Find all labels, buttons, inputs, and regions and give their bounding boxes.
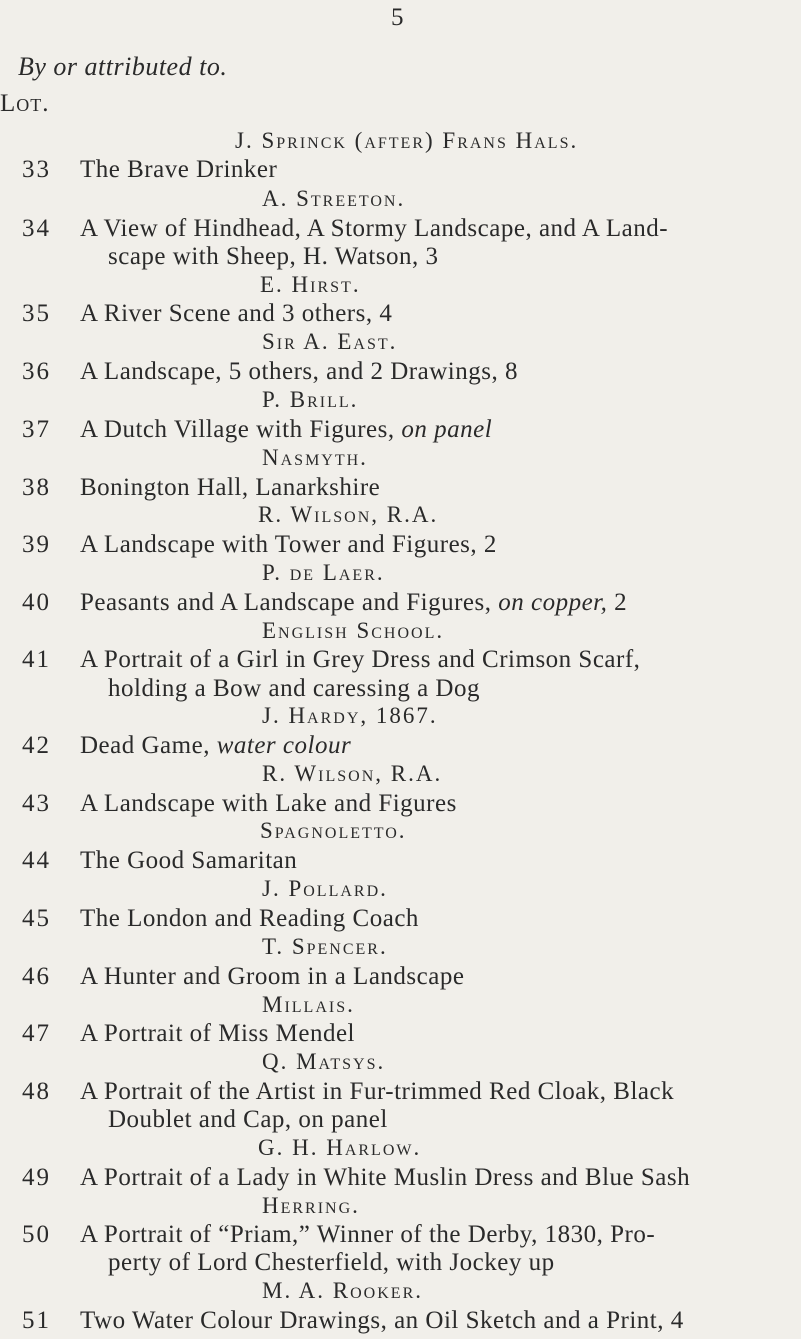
lot-number: 46 bbox=[22, 963, 51, 991]
title-continuation: holding a Bow and caressing a Dog bbox=[108, 674, 480, 702]
title-text: A Portrait of Miss Mendel bbox=[80, 1020, 355, 1048]
lot-title bbox=[80, 1307, 790, 1335]
lot-title bbox=[80, 847, 790, 875]
lot-title bbox=[80, 963, 790, 991]
title-text: Dead Game, bbox=[80, 732, 217, 760]
lot-number: 47 bbox=[22, 1020, 51, 1048]
title-text: A View of Hindhead, A Stormy Landscape, and A Land- bbox=[80, 214, 669, 242]
medium-text: water colour bbox=[216, 732, 352, 760]
lot-number: 36 bbox=[22, 357, 51, 385]
lot-title bbox=[80, 732, 790, 760]
lot-title bbox=[80, 1164, 790, 1192]
lot-artist: G. H. Harlow. bbox=[258, 1135, 422, 1161]
lot-artist: M. A. Rooker. bbox=[262, 1278, 423, 1303]
lot-artist: P. Brill. bbox=[262, 386, 359, 412]
lot-artist: Nasmyth. bbox=[262, 444, 368, 470]
title-text: The London and Reading Coach bbox=[80, 905, 419, 933]
lot-artist: English School. bbox=[262, 617, 445, 643]
title-text: Two Water Colour Drawings, an Oil Sketch and a Print, 4 bbox=[80, 1306, 684, 1334]
lot-title bbox=[80, 474, 790, 502]
lot-artist: Millais. bbox=[262, 992, 355, 1018]
lot-title bbox=[80, 790, 790, 818]
lot-number: 34 bbox=[22, 214, 51, 242]
lot-title bbox=[80, 646, 790, 702]
lot-artist: T. Spencer. bbox=[262, 934, 388, 960]
lot-column-label: Lot. bbox=[0, 90, 50, 117]
lot-number: 41 bbox=[22, 646, 51, 674]
lot-number: 44 bbox=[22, 847, 51, 875]
lot-title bbox=[80, 358, 790, 386]
lot-artist: J. Hardy, 1867. bbox=[262, 703, 438, 729]
lot-number: 38 bbox=[22, 473, 51, 501]
lot-number: 40 bbox=[22, 588, 51, 616]
lot-number: 50 bbox=[22, 1221, 51, 1249]
title-text: Bonington Hall, Lanarkshire bbox=[80, 473, 381, 501]
title-text: A Portrait of “Priam,” Winner of the Derby, 1830, Pro- bbox=[80, 1221, 656, 1249]
title-text: A Portrait of a Lady in White Muslin Dress and Blue Sash bbox=[80, 1164, 691, 1192]
lot-artist: Sir A. East. bbox=[262, 328, 398, 354]
lot-number: 42 bbox=[22, 732, 51, 760]
lot-title bbox=[80, 531, 790, 559]
lot-artist: J. Pollard. bbox=[262, 876, 388, 902]
lot-artist: P. de Laer. bbox=[262, 559, 385, 585]
lot-title bbox=[80, 1221, 790, 1277]
page-number: 5 bbox=[391, 4, 404, 31]
lot-artist: R. Wilson, R.A. bbox=[262, 761, 443, 787]
title-tail: 2 bbox=[607, 588, 628, 616]
lot-title bbox=[80, 215, 790, 271]
lot-number: 39 bbox=[22, 530, 51, 558]
lot-artist: Herring. bbox=[262, 1193, 360, 1218]
lot-title bbox=[80, 589, 790, 617]
lot-title bbox=[80, 1078, 790, 1134]
lot-title bbox=[80, 300, 790, 328]
lot-title bbox=[80, 1020, 790, 1048]
lot-number: 45 bbox=[22, 905, 51, 933]
title-text: A River Scene and 3 others, 4 bbox=[80, 299, 393, 327]
title-text: A Landscape with Lake and Figures bbox=[80, 790, 457, 818]
lot-number: 43 bbox=[22, 790, 51, 818]
title-continuation: scape with Sheep, H. Watson, 3 bbox=[108, 242, 439, 270]
lot-title bbox=[80, 416, 790, 444]
title-text: A Dutch Village with Figures, bbox=[80, 415, 402, 443]
title-text: A Portrait of a Girl in Grey Dress and Crimson Scarf, bbox=[80, 646, 641, 674]
lot-artist: A. Streeton. bbox=[262, 185, 406, 211]
title-continuation: Doublet and Cap, on panel bbox=[108, 1106, 388, 1134]
lot-number: 33 bbox=[22, 156, 51, 184]
medium-text: on copper, bbox=[498, 588, 608, 616]
lot-number: 35 bbox=[22, 299, 51, 327]
lot-number: 48 bbox=[22, 1078, 51, 1106]
medium-text: on panel bbox=[401, 415, 493, 443]
lot-title bbox=[80, 156, 790, 184]
title-text: A Portrait of the Artist in Fur-trimmed Red Cloak, Black bbox=[80, 1078, 675, 1106]
title-text: The Good Samaritan bbox=[80, 847, 298, 875]
title-text: The Brave Drinker bbox=[80, 156, 278, 184]
lot-artist: R. Wilson, R.A. bbox=[258, 501, 439, 527]
page-header: By or attributed to. bbox=[18, 52, 228, 81]
title-text: A Landscape with Tower and Figures, 2 bbox=[80, 530, 497, 558]
lot-artist: J. Sprinck (after) Frans Hals. bbox=[235, 128, 579, 153]
title-continuation: perty of Lord Chesterfield, with Jockey up bbox=[108, 1249, 555, 1277]
lot-number: 51 bbox=[22, 1306, 51, 1334]
lot-number: 37 bbox=[22, 415, 51, 443]
lot-artist: Spagnoletto. bbox=[260, 818, 407, 844]
lot-artist: E. Hirst. bbox=[260, 271, 361, 297]
title-text: A Landscape, 5 others, and 2 Drawings, 8 bbox=[80, 357, 518, 385]
title-text: Peasants and A Landscape and Figures, bbox=[80, 588, 499, 616]
lot-artist: Q. Matsys. bbox=[262, 1049, 386, 1075]
title-text: A Hunter and Groom in a Landscape bbox=[80, 963, 465, 991]
lot-title bbox=[80, 905, 790, 933]
lot-number: 49 bbox=[22, 1164, 51, 1192]
